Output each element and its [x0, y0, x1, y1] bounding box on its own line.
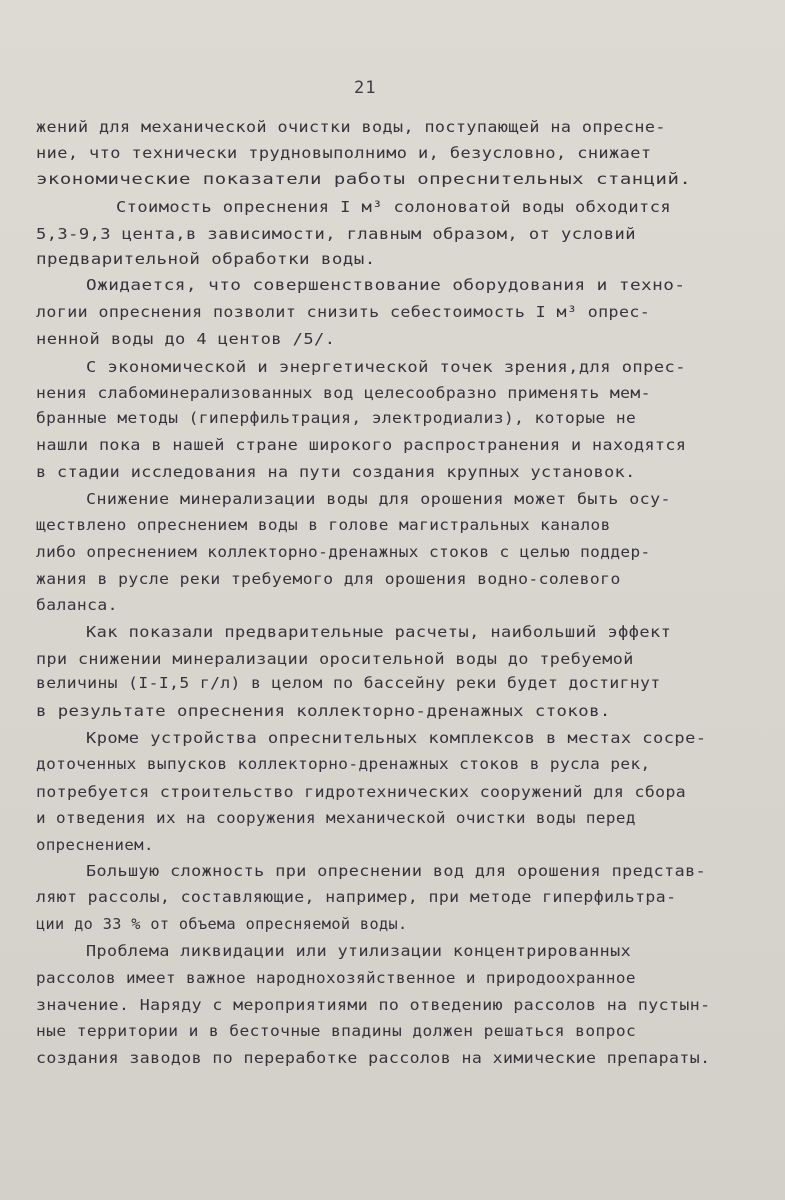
text-line: опреснением.	[36, 836, 154, 854]
text-line: бранные методы (гиперфильтрация, электродиализ), которые не	[36, 409, 637, 427]
text-line: логии опреснения позволит снизить себестоимость I м³ опрес-	[36, 303, 651, 321]
text-line: ляют рассолы, составляющие, например, при методе гиперфильтра-	[36, 888, 677, 906]
text-line: величины (I-I,5 г/л) в целом по бассейну реки будет достигнут	[36, 674, 661, 692]
text-line: Кроме устройства опреснительных комплексов в местах сосре-	[86, 729, 707, 747]
text-line: экономические показатели работы опреснительных станций.	[36, 170, 692, 188]
text-line: в стадии исследования на пути создания крупных установок.	[36, 463, 636, 481]
text-line: жений для механической очистки воды, поступающей на опресне-	[36, 118, 666, 136]
text-line: Снижение минерализации воды для орошения может быть осу-	[86, 490, 671, 508]
page-number: 21	[354, 78, 377, 98]
text-line: Большую сложность при опреснении вод для орошения представ-	[86, 862, 707, 880]
text-line: Как показали предварительные расчеты, наибольший эффект	[86, 623, 672, 641]
text-line: баланса.	[36, 596, 118, 614]
text-line: и отведения их на сооружения механической очистки воды перед	[36, 809, 636, 827]
text-line: ции до 33 % от объема опресняемой воды.	[36, 915, 408, 933]
text-line: Проблема ликвидации или утилизации концентрированных	[86, 942, 632, 960]
text-line: нения слабоминерализованных вод целесообразно применять мем-	[36, 384, 651, 402]
text-line: Ожидается, что совершенствование оборудования и техно-	[86, 276, 686, 294]
text-line: ществлено опреснением воды в голове магистральных каналов	[36, 516, 611, 534]
text-line: Стоимость опреснения I м³ солоноватой воды обходится	[116, 198, 672, 216]
text-line: предварительной обработки воды.	[36, 250, 376, 268]
text-line: нашли пока в нашей стране широкого распространения и находятся	[36, 436, 687, 454]
text-line: рассолов имеет важное народнохозяйственное и природоохранное	[36, 969, 636, 987]
text-line: ние, что технически трудновыполнимо и, безусловно, снижает	[36, 144, 652, 162]
text-line: ные территории и в бесточные впадины должен решаться вопрос	[36, 1022, 637, 1040]
text-line: в результате опреснения коллекторно-дренажных стоков.	[36, 702, 611, 720]
text-line: 5,3-9,3 цента,в зависимости, главным образом, от условий	[36, 225, 636, 243]
text-line: жания в русле реки требуемого для орошения водно-солевого	[36, 570, 621, 588]
text-line: потребуется строительство гидротехнических сооружений для сбора	[36, 783, 687, 801]
text-line: значение. Наряду с мероприятиями по отведению рассолов на пустын-	[36, 996, 711, 1014]
text-line: создания заводов по переработке рассолов на химические препараты.	[36, 1049, 711, 1067]
text-line: ненной воды до 4 центов /5/.	[36, 330, 336, 348]
text-line: при снижении минерализации оросительной воды до требуемой	[36, 650, 634, 668]
text-line: доточенных выпусков коллекторно-дренажных стоков в русла рек,	[36, 755, 651, 773]
text-line: либо опреснением коллекторно-дренажных стоков с целью поддер-	[36, 543, 651, 561]
text-line: С экономической и энергетической точек зрения,для опрес-	[86, 358, 686, 376]
